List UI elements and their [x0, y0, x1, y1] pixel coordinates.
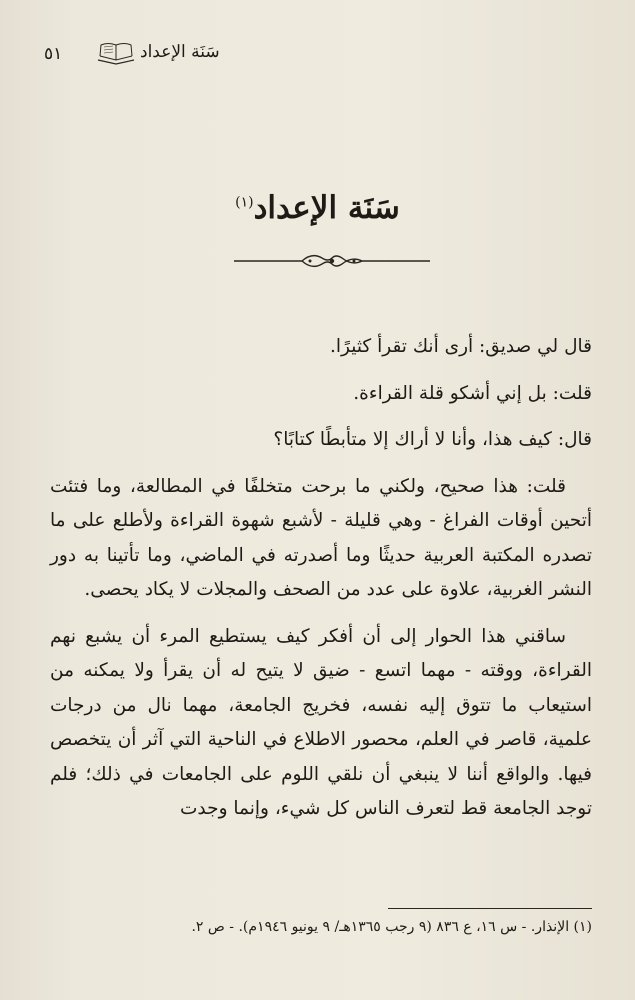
paragraph: قال: كيف هذا، وأنا لا أراك إلا متأبطًا كتابًا؟	[273, 429, 592, 450]
body-text	[50, 330, 592, 839]
chapter-title	[0, 190, 635, 226]
footnote	[50, 916, 592, 938]
footnote-separator	[388, 908, 592, 909]
chapter-footnote-marker: (١)	[235, 194, 254, 211]
chapter-title-text: سَنَة الإعداد	[253, 190, 400, 226]
running-header	[30, 34, 220, 74]
footnote-text: الإنذار. - س ١٦، ع ٨٣٦ (٩ رجب ١٣٦٥هـ/ ٩ يونيو ١٩٤٦م). - ص ٢.	[191, 919, 570, 935]
paragraph: قلت: هذا صحيح، ولكني ما برحت متخلفًا في المطالعة، وما فتئت أتحين أوقات الفراغ - وهي قليلة - لأشبع شهوة القراءة ولأطلع على ما تصدره المكتبة العربية حديثًا وما أصدرته في الماضي، وما تأتينا به دور النشر الغربية، علاوة على عدد من الصحف والمجلات لا يكاد يحصى.	[50, 475, 592, 600]
paragraph: قال لي صديق: أرى أنك تقرأ كثيرًا.	[330, 336, 592, 357]
running-title: سَنَة الإعداد	[140, 42, 220, 62]
paragraph: قلت: بل إني أشكو قلة القراءة.	[353, 382, 592, 404]
ornamental-divider-icon	[232, 246, 432, 276]
footnote-marker: (١)	[573, 919, 592, 935]
paragraph: ساقني هذا الحوار إلى أن أفكر كيف يستطيع المرء أن يشبع نهم القراءة، ووقته - مهما اتسع - ضيق لا يتيح له أن يقرأ ولا يمكنه من استيعاب ما تتوق إليه نفسه، فخريج الجامعة، مهما نال من درجات علمية، قاصر في العلم، محصور الاطلاع في الناحية التي آثر أن يتخصص فيها. والواقع أننا لا ينبغي أن نلقي اللوم على الجامعات في ذلك؛ فلم توجد الجامعة قط لتعرف الناس كل شيء، وإنما وجدت	[50, 625, 592, 819]
page-number: ٥١	[44, 44, 63, 64]
open-book-icon	[96, 40, 136, 66]
